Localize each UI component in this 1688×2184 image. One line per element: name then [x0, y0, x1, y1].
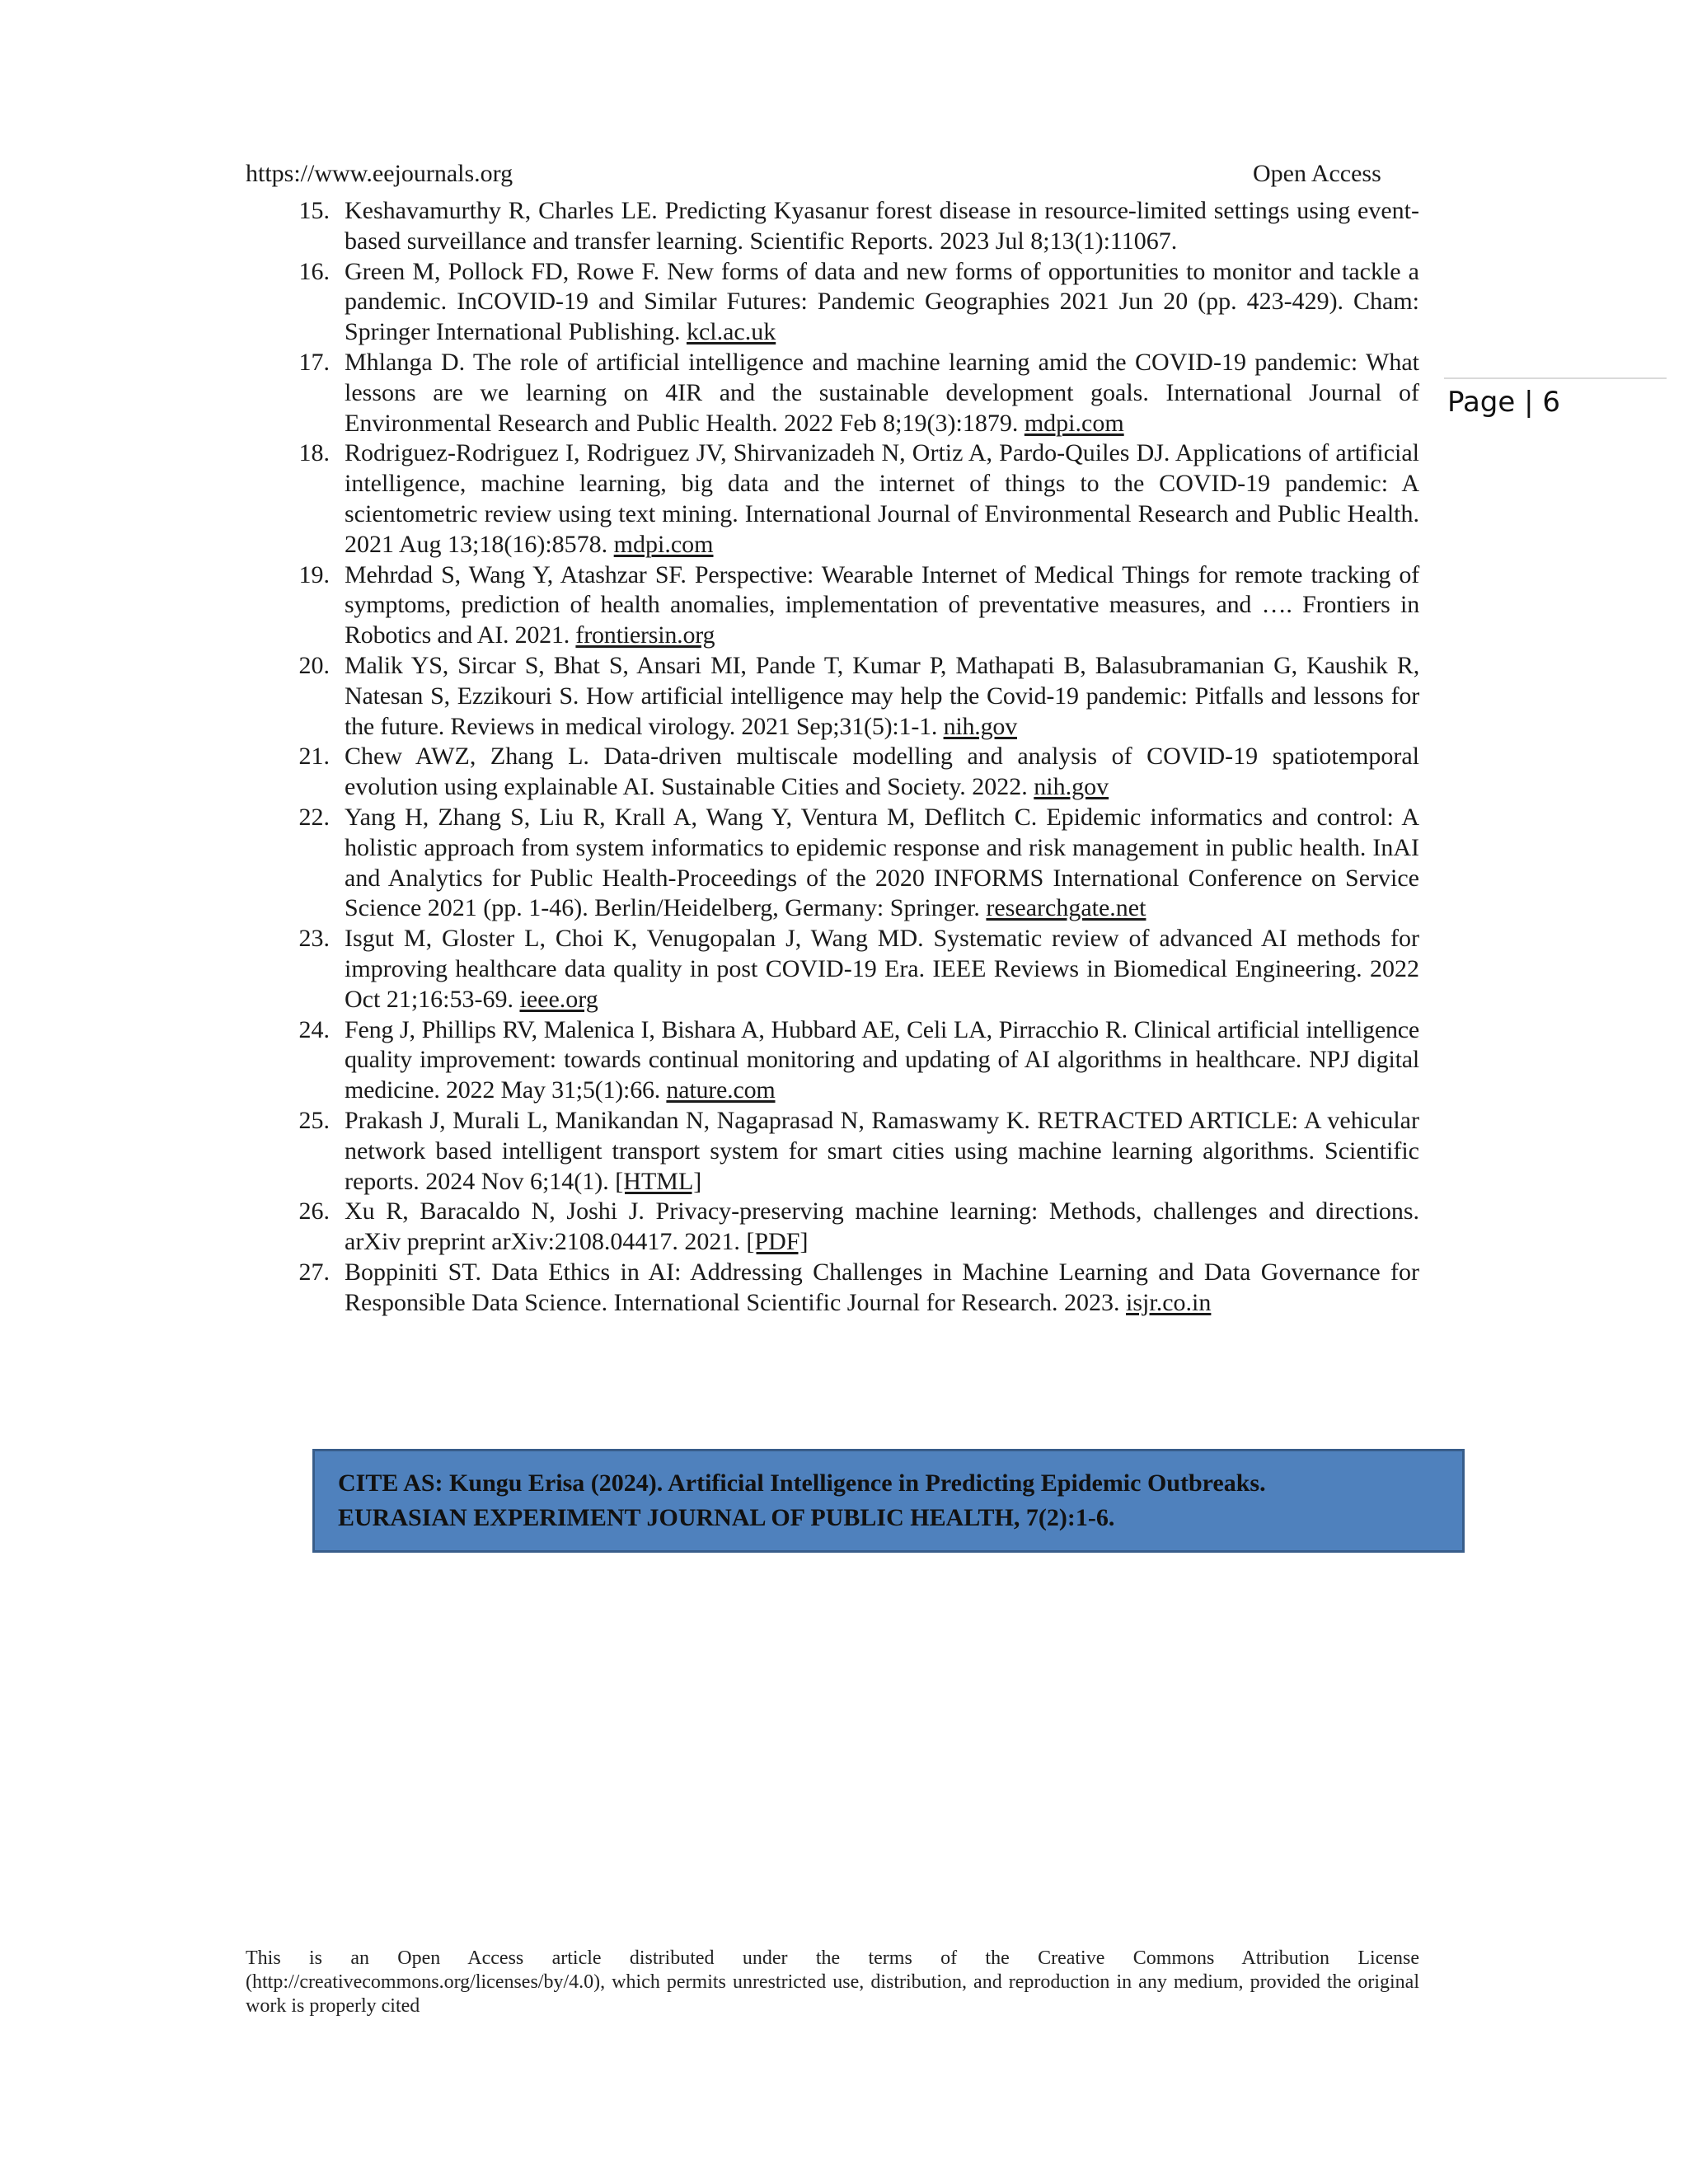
reference-text-container [345, 257, 1419, 348]
reference-link[interactable]: nature.com [666, 1076, 776, 1104]
reference-item [246, 196, 1419, 257]
open-access-label: Open Access [1253, 160, 1381, 187]
reference-link[interactable]: nih.gov [1034, 773, 1109, 801]
reference-link[interactable]: nih.gov [943, 712, 1017, 740]
reference-link[interactable]: mdpi.com [613, 530, 714, 558]
reference-item [246, 348, 1419, 438]
reference-link[interactable]: mdpi.com [1024, 409, 1124, 437]
reference-number: 24. [298, 1015, 330, 1043]
reference-item [246, 803, 1419, 924]
page-number-divider [1444, 377, 1667, 379]
license-footer: This is an Open Access article distributed under the terms of the Creative Commons Attribution License (http://creativecommons.org/licenses/by/4.0), which permits unrestricted use, distribution, and reproduction in any medium, provided the original work is properly cited [246, 1947, 1419, 2017]
reference-text-container [345, 196, 1419, 257]
page-number: Page | 6 [1447, 386, 1561, 419]
reference-text-container [345, 560, 1419, 651]
reference-number: 26. [298, 1197, 330, 1226]
reference-number: 21. [298, 743, 330, 771]
reference-number: 18. [298, 439, 330, 467]
reference-link[interactable]: kcl.ac.uk [686, 318, 776, 346]
reference-item [246, 1258, 1419, 1319]
reference-text-container [345, 1015, 1419, 1106]
citation-line-1: CITE AS: Kungu Erisa (2024). Artificial Intelligence in Predicting Epidemic Outbreaks. [338, 1469, 1266, 1497]
reference-link[interactable]: isjr.co.in [1126, 1288, 1212, 1316]
reference-item [246, 257, 1419, 348]
reference-text-container [345, 1197, 1419, 1258]
reference-number: 25. [298, 1106, 330, 1134]
reference-item [246, 560, 1419, 651]
reference-text: Green M, Pollock FD, Rowe F. New forms of data and new forms of opportunities to monitor and tackle a pandemic. InCOVID-19 and Similar Futures: Pandemic Geographies 2021 Jun 20 (pp. 423-429). Cham: Springer International Publishing. [345, 257, 1419, 346]
reference-item [246, 651, 1419, 742]
reference-item [246, 438, 1419, 560]
reference-text: Chew AWZ, Zhang L. Data-driven multiscale modelling and analysis of COVID-19 spatiotemporal evolution using explainable AI. Sustainable Cities and Society. 2022. [345, 743, 1419, 801]
reference-item [246, 1015, 1419, 1106]
reference-text: Mhlanga D. The role of artificial intelligence and machine learning amid the COVID-19 pandemic: What lessons are we learning on 4IR and the sustainable development goals. International Journal of Environmental Research and Public Health. 2022 Feb 8;19(3):1879. [345, 348, 1419, 437]
reference-item [246, 924, 1419, 1015]
reference-link[interactable]: [PDF] [746, 1228, 809, 1256]
reference-text: Isgut M, Gloster L, Choi K, Venugopalan J, Wang MD. Systematic review of advanced AI methods for improving healthcare data quality in post COVID-19 Era. IEEE Reviews in Biomedical Engineering. 2022 Oct 21;16:53-69. [345, 925, 1419, 1013]
reference-text-container [345, 438, 1419, 560]
reference-text-container [345, 651, 1419, 742]
reference-number: 17. [298, 348, 330, 376]
reference-text: Boppiniti ST. Data Ethics in AI: Addressing Challenges in Machine Learning and Data Governance for Responsible Data Science. International Scientific Journal for Research. 2023. [345, 1258, 1419, 1316]
citation-line-2: EURASIAN EXPERIMENT JOURNAL OF PUBLIC HEALTH, 7(2):1-6. [338, 1504, 1115, 1531]
reference-number: 27. [298, 1258, 330, 1286]
reference-number: 19. [298, 560, 330, 588]
reference-link[interactable]: ieee.org [519, 985, 598, 1013]
reference-link[interactable]: frontiersin.org [575, 621, 715, 649]
reference-text: Rodriguez-Rodriguez I, Rodriguez JV, Shirvanizadeh N, Ortiz A, Pardo-Quiles DJ. Applications of artificial intelligence, machine learning, big data and the internet of things to the COVID-19 pandemic: A scientometric review using text mining. International Journal of Environmental Research and Public Health. 2021 Aug 13;18(16):8578. [345, 439, 1419, 558]
reference-text: Feng J, Phillips RV, Malenica I, Bishara A, Hubbard AE, Celi LA, Pirracchio R. Clinical artificial intelligence quality improvement: towards continual monitoring and updating of AI algorithms in healthcare. NPJ digital medicine. 2022 May 31;5(1):66. [345, 1015, 1419, 1104]
reference-item [246, 1106, 1419, 1197]
reference-link[interactable]: researchgate.net [986, 894, 1146, 922]
reference-number: 16. [298, 257, 330, 285]
reference-text-container [345, 803, 1419, 924]
reference-text-container [345, 1106, 1419, 1197]
reference-list [246, 196, 1419, 1318]
reference-number: 22. [298, 803, 330, 831]
reference-text: Prakash J, Murali L, Manikandan N, Nagaprasad N, Ramaswamy K. RETRACTED ARTICLE: A vehicular network based intelligent transport system for smart cities using machine learning algorithms. Scientific reports. 2024 Nov 6;14(1). [345, 1106, 1419, 1195]
reference-number: 20. [298, 651, 330, 679]
reference-link[interactable]: [HTML] [615, 1167, 702, 1195]
reference-text: Xu R, Baracaldo N, Joshi J. Privacy-preserving machine learning: Methods, challenges and directions. arXiv preprint arXiv:2108.04417. 2021. [345, 1197, 1419, 1256]
reference-item [246, 1197, 1419, 1258]
reference-text: Yang H, Zhang S, Liu R, Krall A, Wang Y, Ventura M, Deflitch C. Epidemic informatics and control: A holistic approach from system informatics to epidemic response and risk management in public health. InAI and Analytics for Public Health-Proceedings of the 2020 INFORMS International Conference on Service Science 2021 (pp. 1-46). Berlin/Heidelberg, Germany: Springer. [345, 803, 1419, 922]
reference-text-container [345, 924, 1419, 1015]
citation-box [312, 1449, 1465, 1553]
journal-url[interactable]: https://www.eejournals.org [246, 160, 513, 187]
reference-text-container [345, 348, 1419, 438]
reference-item [246, 742, 1419, 803]
reference-text: Mehrdad S, Wang Y, Atashzar SF. Perspective: Wearable Internet of Medical Things for remote tracking of symptoms, prediction of health anomalies, implementation of preventative measures, and …. Frontiers in Robotics and AI. 2021. [345, 560, 1419, 649]
reference-text: Malik YS, Sircar S, Bhat S, Ansari MI, Pande T, Kumar P, Mathapati B, Balasubramanian G, Kaushik R, Natesan S, Ezzikouri S. How artificial intelligence may help the Covid-19 pandemic: Pitfalls and lessons for the future. Reviews in medical virology. 2021 Sep;31(5):1-1. [345, 651, 1419, 740]
reference-text-container [345, 1258, 1419, 1319]
reference-text: Keshavamurthy R, Charles LE. Predicting Kyasanur forest disease in resource-limited settings using event-based surveillance and transfer learning. Scientific Reports. 2023 Jul 8;13(1):11067. [345, 197, 1419, 255]
reference-number: 15. [298, 197, 330, 224]
reference-number: 23. [298, 925, 330, 953]
reference-text-container [345, 742, 1419, 803]
